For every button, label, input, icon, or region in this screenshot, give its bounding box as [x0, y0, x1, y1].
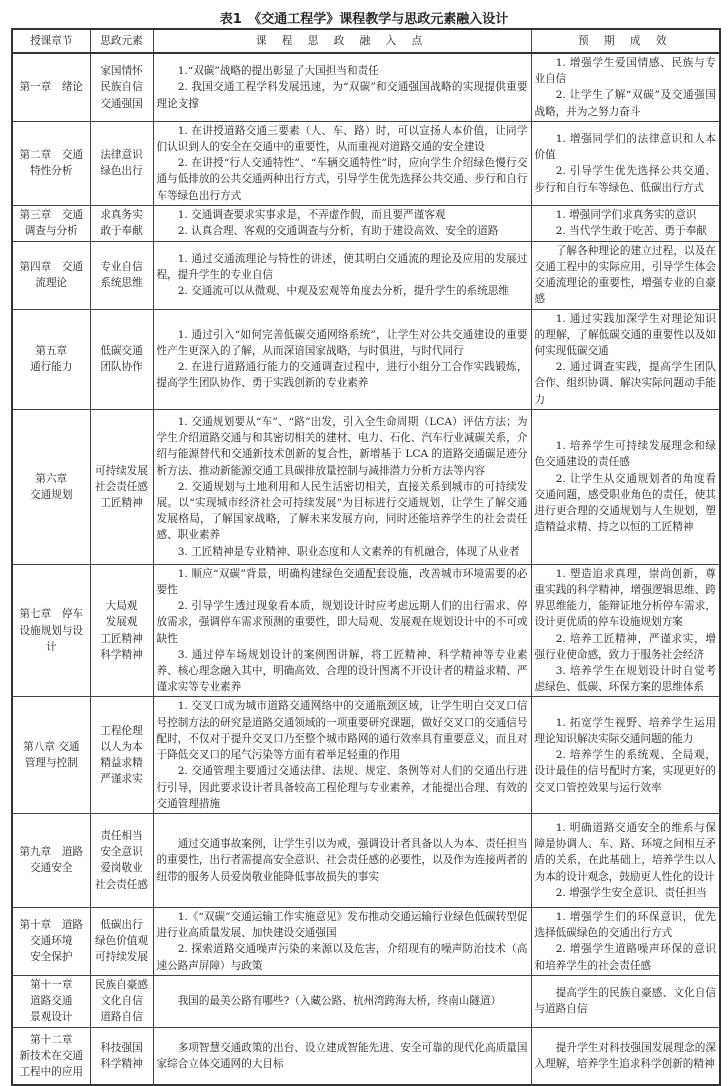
- chapter-cell: [12, 1027, 90, 1085]
- table-header-row: [12, 29, 720, 53]
- chapter-cell-line: 新技术在交通: [19, 1049, 84, 1062]
- table-caption: 表1 《交通工程学》课程教学与思政元素融入设计: [219, 12, 509, 27]
- chapter-cell: [12, 241, 90, 309]
- elements-cell-line: 科学精神: [100, 1057, 143, 1070]
- points-cell: [153, 1027, 531, 1085]
- elements-cell-line: 求真务实: [100, 209, 143, 222]
- outcomes-cell-line: 1. 增强学生爱国情感、民族与专业自信: [534, 57, 716, 86]
- chapter-cell-line: 管理与控制: [24, 757, 78, 770]
- outcomes-cell-line: 1. 塑造追求真理，崇尚创新，尊重实践的科学精神，增强逻辑思维、跨界思维能力，能辩证地分析停车需求，设计更优质的停车设施规划方案: [534, 567, 716, 629]
- chapter-cell-line: 第一章 绪论: [19, 81, 84, 94]
- chapter-cell-line: 第十章 道路: [19, 919, 84, 931]
- outcomes-cell: [531, 409, 720, 564]
- elements-cell-line: 可持续发展: [95, 464, 148, 477]
- elements-cell-line: 交通强国: [100, 97, 143, 110]
- header-chapter: 授课章节: [12, 29, 90, 53]
- elements-cell-line: 爱岗敬业: [100, 862, 143, 875]
- outcomes-cell-line: 2. 当代学生敢于吃苦、勇于奉献: [555, 225, 707, 238]
- elements-cell-line: 团队协作: [100, 361, 143, 374]
- elements-cell-line: 法律意识: [100, 149, 143, 162]
- outcomes-cell-line: 2. 增强学生道路噪声环保的意识和培养学生的社会责任感: [534, 943, 716, 972]
- points-cell-line: 1. 交通调查要求实事求是，不弄虚作假，而且要严谨客观: [177, 209, 446, 222]
- chapter-cell: [12, 975, 90, 1027]
- outcomes-cell-line: 2. 让学生从交通规划者的角度看交通问题，感受职业角色的责任，使其进行更合理的交通规划与人生规划，塑造精益求精、持之以恒的工匠精神: [534, 472, 716, 534]
- table-row: [12, 813, 720, 907]
- elements-cell: [90, 53, 153, 121]
- outcomes-cell-line: 2. 增强学生安全意识、责任担当: [555, 886, 707, 899]
- outcomes-cell: [531, 697, 720, 813]
- elements-cell-line: 以人为本: [100, 740, 143, 753]
- points-cell: [153, 409, 531, 564]
- points-cell: [153, 697, 531, 813]
- elements-cell-line: 系统思维: [100, 277, 143, 290]
- outcomes-cell: [531, 975, 720, 1027]
- points-cell: [153, 241, 531, 309]
- table-row: [12, 241, 720, 309]
- outcomes-cell-line: 了解各种理论的建立过程，以及在交通工程中的实际应用，引导学生体会交通流理论的重要性，增强专业的自豪感: [534, 244, 716, 306]
- outcomes-cell-line: 提高学生的民族自豪感、文化自信与道路自信: [534, 987, 716, 1016]
- elements-cell-line: 家国情怀: [100, 65, 143, 78]
- chapter-cell-line: 第三章 交通: [19, 209, 84, 222]
- outcomes-cell-line: 2. 培养学生的系统观、全局观，设计最佳的信号配时方案，实现更好的交叉口管控效果与运行效率: [534, 749, 716, 794]
- table-row: [12, 907, 720, 975]
- table-row: [12, 53, 720, 121]
- points-cell: [153, 907, 531, 975]
- chapter-cell-line: 计: [45, 640, 57, 653]
- table-row: [12, 564, 720, 697]
- outcomes-cell-line: 2. 通过调查实践，提高学生团队合作、组织协调、解决实际问题动手能力: [534, 361, 716, 406]
- elements-cell: [90, 564, 153, 697]
- points-cell-line: 2. 认真合理、客观的交通调查与分析，有助于建设高效、安全的道路: [177, 225, 499, 238]
- points-cell-line: 2. 探索道路交通噪声污染的来源以及危害，介绍现有的噪声防治技术（高速公路声屏障）与政策: [156, 943, 528, 972]
- chapter-cell: [12, 907, 90, 975]
- chapter-cell-line: 第七章 停车: [19, 608, 84, 621]
- outcomes-cell: [531, 564, 720, 697]
- outcomes-cell: [531, 121, 720, 205]
- points-cell-line: 1. 通过交通流理论与特性的讲述，使其明白交通流的理论及应用的发展过程，提升学生的专业自信: [156, 252, 528, 282]
- outcomes-cell-line: 2. 培养工匠精神，严谨求实，增强行业使命感，致力于服务社会经济: [534, 632, 716, 661]
- chapter-cell-line: 安全保护: [30, 951, 73, 964]
- elements-cell: [90, 121, 153, 205]
- elements-cell-line: 民族自豪感: [95, 978, 148, 991]
- points-cell-line: 2. 交通流可以从微观、中观及宏观等角度去分析，提升学生的系统思维: [177, 285, 509, 298]
- elements-cell-line: 绿色价值观: [95, 935, 148, 948]
- chapter-cell: [12, 409, 90, 564]
- chapter-cell-line: 第十一章: [30, 978, 73, 991]
- elements-cell: [90, 1027, 153, 1085]
- outcomes-cell-line: 3. 培养学生在规划设计时自觉考虑绿色、低碳、环保方案的思维体系: [534, 665, 716, 694]
- points-cell-line: 1.“双碳”战略的提出彰显了大国担当和责任: [177, 65, 379, 78]
- elements-cell: [90, 813, 153, 907]
- chapter-cell-line: 调查与分析: [24, 225, 78, 238]
- chapter-cell: [12, 813, 90, 907]
- course-design-table: [11, 28, 721, 1086]
- elements-cell-line: 低碳出行: [100, 919, 143, 931]
- points-cell: [153, 53, 531, 121]
- outcomes-cell: [531, 241, 720, 309]
- chapter-cell-line: 交通规划: [30, 488, 73, 501]
- elements-cell-line: 严谨求实: [100, 773, 143, 786]
- table-row: [12, 121, 720, 205]
- chapter-cell: [12, 309, 90, 409]
- points-cell-line: 1. 交通规划要从“车”、“路”出发，引入全生命周期（LCA）评估方法；为学生介绍道路交通与和其密切相关的建材、电力、石化、汽车行业减碳关系，介绍与能源替代和交通新技术创新的复合性，新增基于 LCA 的道路交通碳足迹分析方法、推动新能源交通工具碳排放量控制与减排潜力分析方法等内容: [156, 415, 528, 477]
- chapter-cell-line: 第二章 交通: [19, 149, 84, 162]
- points-cell: [153, 975, 531, 1027]
- outcomes-cell: [531, 813, 720, 907]
- points-cell: [153, 205, 531, 241]
- points-cell: [153, 564, 531, 697]
- elements-cell-line: 文化自信: [100, 995, 143, 1008]
- chapter-cell-line: 设施规划与设: [19, 624, 84, 637]
- elements-cell-line: 社会责任感: [95, 878, 148, 891]
- points-cell-line: 1. 通过引入“如何完善低碳交通网络系统”，让学生对公共交通建设的重要性产生更深入的了解，从而深谙国家战略，与时俱进，与时代同行: [156, 328, 528, 358]
- elements-cell: [90, 697, 153, 813]
- chapter-cell-line: 工程中的应用: [19, 1066, 84, 1079]
- chapter-cell-line: 通行能力: [30, 361, 73, 374]
- elements-cell-line: 工程伦理: [100, 724, 143, 737]
- chapter-cell: [12, 564, 90, 697]
- chapter-cell-line: 道路交通: [30, 995, 73, 1008]
- chapter-cell-line: 第六章: [35, 472, 68, 485]
- chapter-cell-line: 第八章 交通: [23, 740, 80, 753]
- elements-cell: [90, 409, 153, 564]
- outcomes-cell-line: 1. 增强学生们的环保意识，优先选择低碳绿色的交通出行方式: [534, 910, 716, 940]
- outcomes-cell-line: 2. 引导学生优先选择公共交通、步行和自行车等绿色、低碳出行方式: [534, 165, 716, 194]
- points-cell-line: 2. 交通管理主要通过交通法律、法规、规定、条例等对人们的交通出行进行引导，因此要求设计者具备较高工程伦理与专业素养，才能提出合理、有效的交通管理措施: [156, 765, 528, 810]
- points-cell-line: 2. 在讲授“行人交通特性”、“车辆交通特性”时，应向学生介绍绿色慢行交通与低排放的公共交通两种出行方式，引导学生优先选择公共交通、步行和自行车等绿色出行方式: [156, 157, 528, 202]
- points-cell-line: 1. 交叉口成为城市道路交通网络中的交通瓶颈区域，让学生明白交叉口信号控制方法的研究是道路交通领域的一项重要研究课题，做好交叉口的交通信号配时，不仅对于提升交叉口乃至整个城市路网的通行效率具有重要意义，而且对于降低交叉口的尾气污染等方面有着举足轻重的作用: [156, 700, 528, 762]
- elements-cell: [90, 309, 153, 409]
- chapter-cell-line: 第五章: [35, 345, 68, 358]
- header-elements: 思政元素: [90, 29, 153, 53]
- points-cell-line: 3. 通过停车场规划设计的案例图讲解，将工匠精神、科学精神等专业素养、核心理念融入其中，明确高效、合理的设计图离不开设计者的精益求精、严谨求实等专业素养: [156, 648, 528, 694]
- chapter-cell: [12, 121, 90, 205]
- elements-cell-line: 绿色出行: [100, 165, 143, 178]
- outcomes-cell-line: 1. 明确道路交通安全的维系与保障是协调人、车、路、环境之间相互矛盾的关系，在此基础上，培养学生以人为本的设计观念，鼓励更人性化的设计: [534, 821, 716, 883]
- chapter-cell-line: 流理论: [35, 277, 68, 290]
- points-cell-line: 1.《“双碳”交通运输工作实施意见》发布推动交通运输行业绿色低碳转型促进行业高质量发展、加快建设交通强国: [156, 910, 528, 940]
- table-row: [12, 1027, 720, 1085]
- outcomes-cell: [531, 1027, 720, 1085]
- elements-cell-line: 低碳交通: [100, 345, 143, 358]
- points-cell: [153, 309, 531, 409]
- elements-cell-line: 专业自信: [100, 261, 143, 274]
- outcomes-cell: [531, 53, 720, 121]
- outcomes-cell: [531, 309, 720, 409]
- elements-cell: [90, 241, 153, 309]
- table-row: [12, 697, 720, 813]
- chapter-cell: [12, 205, 90, 241]
- points-cell-line: 2. 引导学生透过现象看本质，规划设计时应考虑远期人们的出行需求、停放需求，强调停车需求预测的重要性，即大局观、发展观在规划设计中的不可或缺性: [156, 600, 528, 645]
- elements-cell-line: 责任相当: [100, 830, 143, 842]
- outcomes-cell: [531, 205, 720, 241]
- points-cell-line: 我国的最美公路有哪些?（入藏公路、杭州湾跨海大桥，终南山隧道）: [177, 995, 502, 1008]
- outcomes-cell: [531, 907, 720, 975]
- table-row: [12, 409, 720, 564]
- chapter-cell: [12, 53, 90, 121]
- elements-cell-line: 敢于奉献: [100, 225, 143, 238]
- elements-cell: [90, 907, 153, 975]
- table-row: [12, 309, 720, 409]
- chapter-cell-line: 交通环境: [30, 935, 73, 948]
- elements-cell-line: 工匠精神: [100, 496, 143, 509]
- elements-cell-line: 精益求精: [100, 757, 143, 770]
- points-cell-line: 1. 在讲授道路交通三要素（人、车、路）时，可以宣扬人本价值，让同学们认识到人的安全在交通中的重要性，从而重视对道路交通的安全建设: [156, 124, 528, 154]
- outcomes-cell-line: 1. 增强同学们求真务实的意识: [555, 209, 697, 222]
- chapter-cell-line: 交通安全: [30, 862, 73, 875]
- header-expected-outcomes: 预 期 成 效: [531, 29, 720, 53]
- points-cell-line: 2. 我国交通工程学科发展迅速，为“双碳”和交通强国战略的实现提供重要理论支撑: [156, 81, 528, 110]
- header-integration-points: 课 程 思 政 融 入 点: [153, 29, 531, 53]
- elements-cell-line: 科学精神: [100, 648, 143, 661]
- table-row: [12, 975, 720, 1027]
- table-row: [12, 205, 720, 241]
- elements-cell-line: 发展观: [105, 616, 138, 629]
- elements-cell-line: 科技强国: [100, 1041, 143, 1054]
- chapter-cell: [12, 697, 90, 813]
- points-cell-line: 1. 顺应“双碳”背景，明确构建绿色交通配套设施，改善城市环境需要的必要性: [156, 567, 528, 597]
- outcomes-cell-line: 提升学生对科技强国发展理念的深入理解，培养学生追求科学创新的精神: [534, 1041, 716, 1070]
- elements-cell-line: 社会责任感: [95, 480, 148, 493]
- elements-cell-line: 安全意识: [100, 846, 143, 859]
- outcomes-cell-line: 1. 拓宽学生视野、培养学生运用理论知识解决实际交通问题的能力: [534, 716, 716, 745]
- outcomes-cell-line: 2. 让学生了解“双碳”及交通强国战略，并为之努力奋斗: [534, 89, 716, 118]
- chapter-cell-line: 第九章 道路: [19, 846, 84, 859]
- elements-cell: [90, 975, 153, 1027]
- chapter-cell-line: 第四章 交通: [19, 261, 84, 274]
- points-cell-line: 通过交通事故案例，让学生引以为戒，强调设计者具备以人为本、责任担当的重要性，出行者需提高安全意识、社会责任感的必要性，以及作为连接两者的纽带的服务人员爱岗敬业能降低事故损失的事实: [156, 838, 528, 883]
- points-cell-line: 2. 在进行道路通行能力的交通调查过程中，进行小组分工合作实践锻炼，提高学生团队协作、勇于实践创新的专业素养: [156, 361, 528, 390]
- outcomes-cell-line: 1. 增强同学们的法律意识和人本价值: [534, 132, 716, 162]
- chapter-cell-line: 第十二章: [30, 1033, 73, 1046]
- points-cell-line: 多项智慧交通政策的出台、设立建成智能先进、安全可靠的现代化高质量国家综合立体交通网的大目标: [156, 1041, 528, 1070]
- points-cell: [153, 813, 531, 907]
- elements-cell: [90, 205, 153, 241]
- elements-cell-line: 大局观: [105, 600, 138, 613]
- outcomes-cell-line: 1. 通过实践加深学生对理论知识的理解，了解低碳交通的重要性以及如何实现低碳交通: [534, 312, 716, 358]
- elements-cell-line: 民族自信: [100, 81, 143, 94]
- elements-cell-line: 道路自信: [100, 1011, 143, 1024]
- points-cell: [153, 121, 531, 205]
- elements-cell-line: 可持续发展: [95, 951, 148, 964]
- points-cell-line: 3. 工匠精神是专业精神、职业态度和人文素养的有机融合，体现了从业者: [177, 545, 520, 558]
- chapter-cell-line: 特性分析: [30, 165, 73, 178]
- outcomes-cell-line: 1. 培养学生可持续发展理念和绿色交通建设的责任感: [534, 440, 716, 469]
- points-cell-line: 2. 交通规划与土地利用和人民生活密切相关，直接关系到城市的可持续发展。以“实现城市经济社会可持续发展”为目标进行交通规划，让学生了解交通发展格局，了解国家战略，了解未来发展方向，同时还能培养学生的社会责任感、职业素养: [156, 480, 528, 542]
- chapter-cell-line: 景观设计: [30, 1011, 73, 1024]
- elements-cell-line: 工匠精神: [100, 632, 143, 645]
